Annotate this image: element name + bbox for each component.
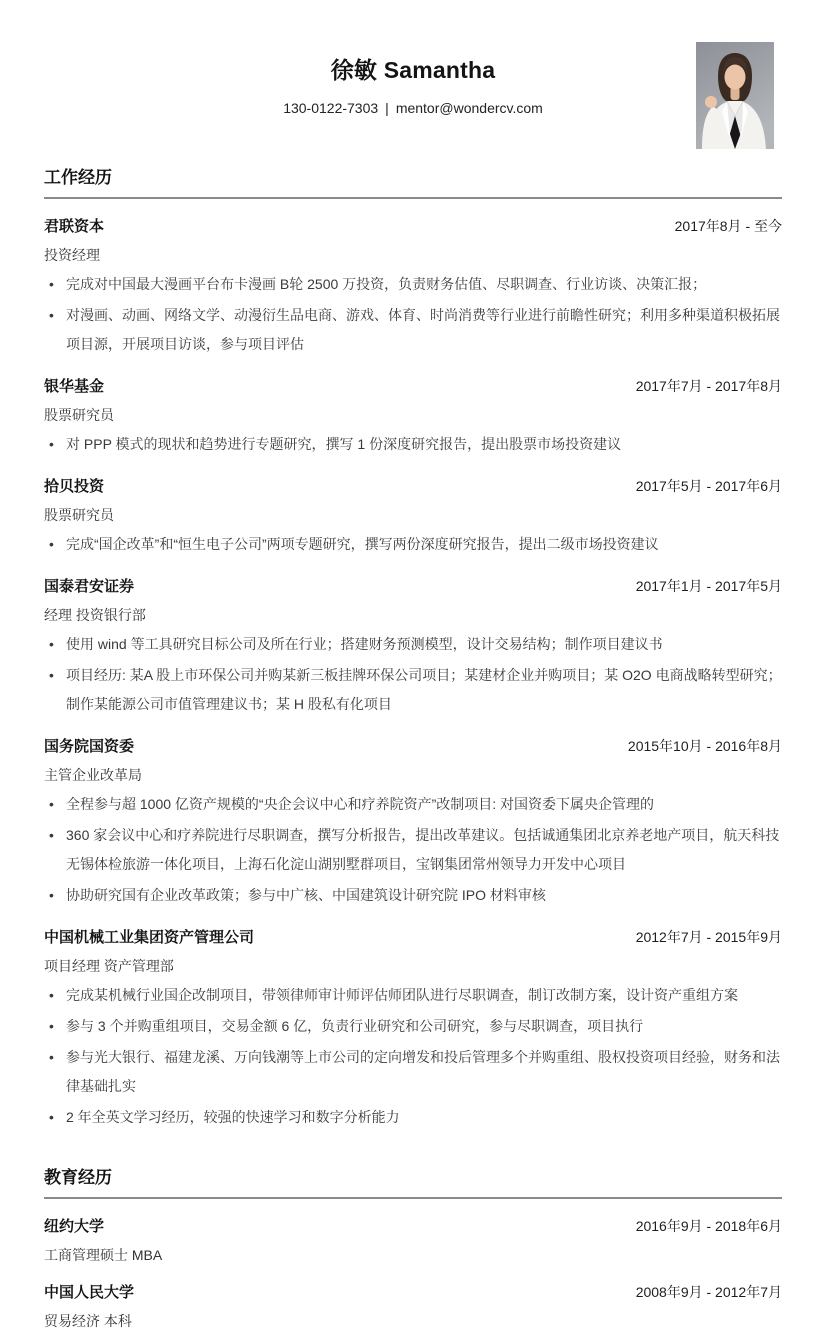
bullet-item: • 项目经历: 某A 股上市环保公司并购某新三板挂牌环保公司项目；某建材企业并购项目；某 O2O 电商战略转型研究；制作某能源公司市值管理建议书；某 H 股私有化项目 <box>49 661 782 719</box>
bullet-item: • 协助研究国有企业改革政策；参与中广核、中国建筑设计研究院 IPO 材料审核 <box>49 881 782 910</box>
company-name: 中国机械工业集团资产管理公司 <box>44 929 255 946</box>
entry-role: 股票研究员 <box>44 507 114 523</box>
bullet-item: • 参与光大银行、福建龙溪、万向钱潮等上市公司的定向增发和投后管理多个并购重组、股权投资项目经验，财务和法律基础扎实 <box>49 1043 782 1101</box>
bullet-list <box>44 981 782 1132</box>
resume-entry <box>44 1215 782 1265</box>
resume-header <box>44 52 782 116</box>
entry-dates: 2017年8月 - 至今 <box>674 218 782 234</box>
entry-role: 主管企业改革局 <box>44 767 142 783</box>
entry-dates: 2017年7月 - 2017年8月 <box>635 378 782 394</box>
work-entries <box>44 215 782 1132</box>
resume-entry <box>44 575 782 719</box>
entry-role: 投资经理 <box>44 247 100 263</box>
entry-role: 股票研究员 <box>44 407 114 423</box>
entry-header <box>44 1281 782 1302</box>
bullet-item: • 对 PPP 模式的现状和趋势进行专题研究，撰写 1 份深度研究报告，提出股票市场投资建议 <box>49 430 782 459</box>
company-name: 国泰君安证券 <box>44 578 135 595</box>
bullet-list <box>44 530 782 559</box>
entry-role: 项目经理 资产管理部 <box>44 958 174 974</box>
entry-header <box>44 926 782 947</box>
bullet-item: • 对漫画、动画、网络文学、动漫衍生品电商、游戏、体育、时尚消费等行业进行前瞻性研究；利用多种渠道积极拓展项目源，开展项目访谈，参与项目评估 <box>49 301 782 359</box>
entry-dates: 2017年5月 - 2017年6月 <box>635 478 782 494</box>
education-entries <box>44 1215 782 1331</box>
contact-line <box>44 100 782 116</box>
section-title-education: 教育经历 <box>44 1163 782 1199</box>
bullet-list <box>44 430 782 459</box>
company-name: 银华基金 <box>44 378 105 395</box>
resume-entry <box>44 735 782 910</box>
company-name: 君联资本 <box>44 218 105 235</box>
entry-header <box>44 575 782 596</box>
company-name: 中国人民大学 <box>44 1284 135 1301</box>
entry-dates: 2015年10月 - 2016年8月 <box>627 738 782 754</box>
entry-header <box>44 475 782 496</box>
entry-role: 贸易经济 本科 <box>44 1313 132 1329</box>
email-address: mentor@wondercv.com <box>395 100 543 116</box>
section-title-work: 工作经历 <box>44 163 782 199</box>
bullet-item: • 使用 wind 等工具研究目标公司及所在行业；搭建财务预测模型，设计交易结构；制作项目建议书 <box>49 630 782 659</box>
resume-entry <box>44 926 782 1132</box>
bullet-item: • 完成某机械行业国企改制项目，带领律师审计师评估师团队进行尽职调查，制订改制方案，设计资产重组方案 <box>49 981 782 1010</box>
resume-entry <box>44 215 782 359</box>
bullet-item: • 完成“国企改革”和“恒生电子公司”两项专题研究，撰写两份深度研究报告，提出二级市场投资建议 <box>49 530 782 559</box>
entry-dates: 2017年1月 - 2017年5月 <box>635 578 782 594</box>
candidate-name: 徐敏 Samantha <box>330 57 496 83</box>
bullet-item: • 全程参与超 1000 亿资产规模的“央企会议中心和疗养院资产”改制项目: 对国资委下属央企管理的 <box>49 790 782 819</box>
contact-separator: | <box>385 100 389 116</box>
entry-role: 经理 投资银行部 <box>44 607 146 623</box>
section-education <box>44 1163 782 1331</box>
bullet-item: • 360 家会议中心和疗养院进行尽职调查，撰写分析报告，提出改革建议。包括诚通集团北京养老地产项目，航天科技无锡体检旅游一体化项目，上海石化淀山湖别墅群项目，宝钢集团常州领导力开发中心项目 <box>49 821 782 879</box>
bullet-item: • 参与 3 个并购重组项目，交易金额 6 亿，负责行业研究和公司研究，参与尽职调查，项目执行 <box>49 1012 782 1041</box>
bullet-list <box>44 270 782 359</box>
bullet-list <box>44 630 782 719</box>
bullet-item: • 完成对中国最大漫画平台布卡漫画 B轮 2500 万投资，负责财务估值、尽职调查、行业访谈、决策汇报； <box>49 270 782 299</box>
entry-dates: 2016年9月 - 2018年6月 <box>635 1218 782 1234</box>
entry-role: 工商管理硕士 MBA <box>44 1247 163 1263</box>
resume-entry <box>44 475 782 559</box>
entry-header <box>44 1215 782 1236</box>
company-name: 国务院国资委 <box>44 738 135 755</box>
profile-photo <box>696 42 774 149</box>
company-name: 纽约大学 <box>44 1218 105 1235</box>
company-name: 拾贝投资 <box>44 478 105 495</box>
resume-entry <box>44 375 782 459</box>
section-work-experience <box>44 163 782 1132</box>
entry-header <box>44 215 782 236</box>
resume-entry <box>44 1281 782 1331</box>
bullet-item: • 2 年全英文学习经历，较强的快速学习和数字分析能力 <box>49 1103 782 1132</box>
entry-header <box>44 735 782 756</box>
bullet-list <box>44 790 782 910</box>
phone-number: 130-0122-7303 <box>283 100 379 116</box>
entry-dates: 2008年9月 - 2012年7月 <box>635 1284 782 1300</box>
entry-dates: 2012年7月 - 2015年9月 <box>635 929 782 945</box>
profile-photo-illustration <box>696 42 774 149</box>
entry-header <box>44 375 782 396</box>
